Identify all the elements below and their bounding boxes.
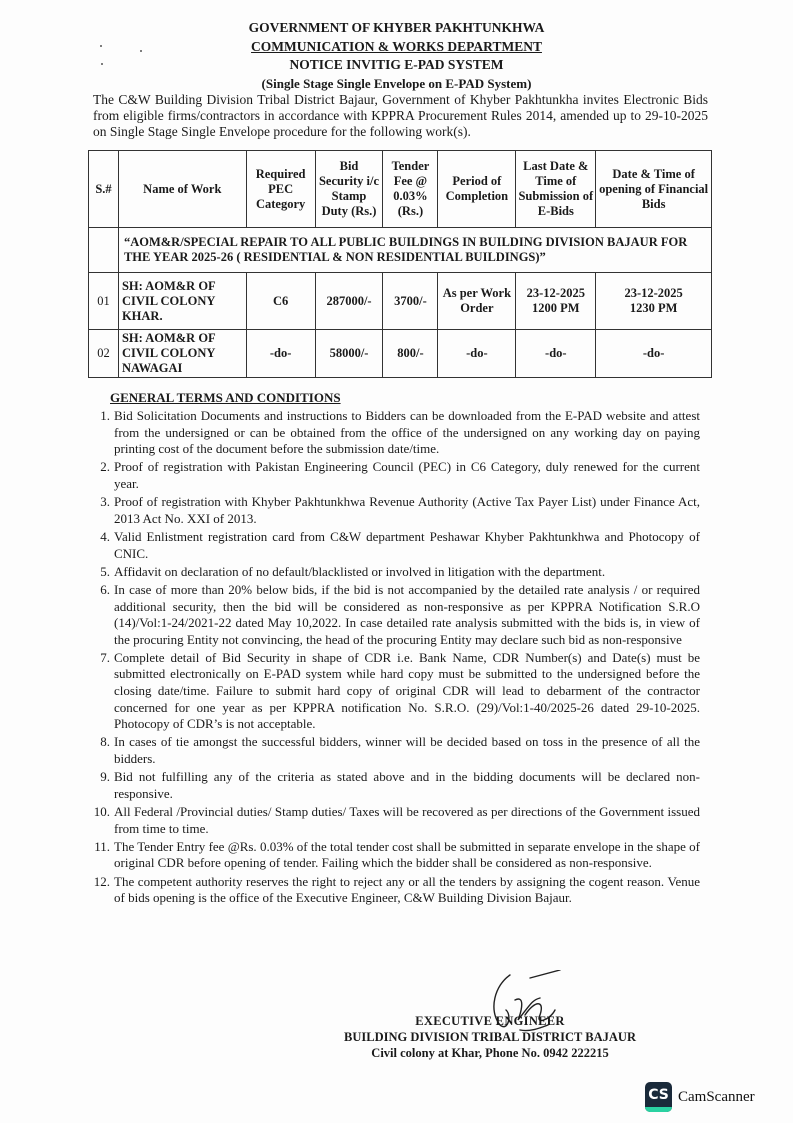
camscanner-logo-icon: CS: [645, 1082, 672, 1112]
term-number: 10.: [93, 804, 110, 819]
term-number: 9.: [100, 769, 110, 785]
signatory-address: Civil colony at Khar, Phone No. 0942 222215: [371, 1046, 609, 1060]
table-row: [89, 273, 712, 330]
cell-last-date: [516, 273, 596, 330]
term-number: 5.: [100, 563, 110, 579]
cell-bid-security: 58000/-: [315, 330, 383, 378]
term-item: [88, 650, 700, 733]
terms-heading: GENERAL TERMS AND CONDITIONS: [110, 390, 341, 405]
term-text: Complete detail of Bid Security in shape of CDR i.e. Bank Name, CDR Number(s) and Date(s) must be submitted electronically on E-PAD system while hard copy must be submitted to the undersigned before the closing date/time. Failure to submit hard copy of original CDR will lead to debarment of the contractor concerned for one year as per KPPRA notification No. S.R.O. (29)/Vol:1-40/2025-26 dated 29-10-2025. Photocopy of CDR’s is not acceptable.: [114, 649, 700, 732]
term-number: 8.: [100, 734, 110, 750]
col-header-sno: S.#: [89, 151, 119, 228]
term-item: [88, 529, 700, 562]
term-number: 1.: [100, 408, 110, 423]
term-number: 12.: [93, 873, 110, 889]
term-number: 6.: [100, 581, 110, 597]
camscanner-label: CamScanner: [678, 1088, 755, 1105]
cell-name-of-work: SH: AOM&R OF CIVIL COLONY NAWAGAI: [118, 330, 246, 378]
signatory-designation: EXECUTIVE ENGINEER: [415, 1014, 565, 1028]
table-row: [89, 330, 712, 378]
cell-pec-category: C6: [246, 273, 315, 330]
term-item: [88, 408, 700, 458]
term-item: [88, 459, 700, 492]
last-time: 1200 PM: [532, 301, 580, 315]
cell-last-date: -do-: [516, 330, 596, 378]
col-header-pec-category: Required PEC Category: [246, 151, 315, 228]
signature-block: [330, 1013, 650, 1061]
term-text: All Federal /Provincial duties/ Stamp duties/ Taxes will be recovered as per directions of the Government issued from time to time.: [114, 804, 700, 836]
header-notice-title: NOTICE INVITIG E-PAD SYSTEM: [289, 57, 504, 72]
col-header-bid-security: Bid Security i/c Stamp Duty (Rs.): [315, 151, 383, 228]
col-header-tender-fee: Tender Fee @ 0.03% (Rs.): [383, 151, 438, 228]
term-number: 4.: [100, 528, 110, 544]
cell-name-of-work: SH: AOM&R OF CIVIL COLONY KHAR.: [118, 273, 246, 330]
cell-bid-security: 287000/-: [315, 273, 383, 330]
cell-tender-fee: 800/-: [383, 330, 438, 378]
col-header-name-of-work: Name of Work: [118, 151, 246, 228]
term-item: [88, 582, 700, 648]
cell-sno: 01: [89, 273, 119, 330]
work-group-title: “AOM&R/SPECIAL REPAIR TO ALL PUBLIC BUILDINGS IN BUILDING DIVISION BAJAUR FOR THE YEAR 2025-26 ( RESIDENTIAL & NON RESIDENTIAL BUILDINGS)”: [118, 228, 711, 273]
col-header-period: Period of Completion: [438, 151, 516, 228]
header-subtitle: (Single Stage Single Envelope on E-PAD System): [261, 76, 532, 91]
works-table: [88, 150, 712, 378]
term-number: 3.: [100, 494, 110, 510]
term-item: [88, 734, 700, 767]
cell-period: As per Work Order: [438, 273, 516, 330]
term-text: In case of more than 20% below bids, if the bid is not accompanied by the detailed rate analysis / or required additional security, then the bid will be considered as non-responsive as per KPPRA Notification S.R.O (14)/Vol:1-24/2021-22 dated May 10,2022. In case detailed rate analysis submitted with the bids is, in view of the procuring Entity not convincing, the head of the procuring Entity may declare such bid as non-responsive: [114, 581, 700, 647]
cell-opening-date: -do-: [596, 330, 712, 378]
terms-list: [88, 408, 700, 908]
intro-paragraph: The C&W Building Division Tribal District Bajaur, Government of Khyber Pakhtunkha invites Electronic Bids from eligible firms/contractors in accordance with KPPRA Procurement Rules 2014, amended up to 29-10-2025 on Single Stage Single Envelope procedure for the following work(s).: [93, 92, 708, 139]
last-date: 23-12-2025: [526, 286, 585, 300]
term-text: The Tender Entry fee @Rs. 0.03% of the total tender cost shall be submitted in separate envelope in the shape of original CDR before opening of tender. Failing which the bidder shall be considered as non-responsive.: [114, 838, 700, 871]
term-text: Proof of registration with Pakistan Engineering Council (PEC) in C6 Category, duly renewed for the current year.: [114, 459, 700, 491]
group-sno-empty: [89, 228, 119, 273]
opening-date: 23-12-2025: [624, 286, 683, 300]
camscanner-watermark: [645, 1082, 755, 1112]
term-text: Affidavit on declaration of no default/blacklisted or involved in litigation with the department.: [114, 563, 606, 579]
cell-sno: 02: [89, 330, 119, 378]
term-item: [88, 769, 700, 802]
cell-period: -do-: [438, 330, 516, 378]
cell-opening-date: [596, 273, 712, 330]
term-number: 7.: [100, 649, 110, 665]
header-government: GOVERNMENT OF KHYBER PAKHTUNKHWA: [248, 20, 545, 35]
term-text: Bid not fulfilling any of the criteria as stated above and in the bidding documents will be declared non-responsive.: [114, 769, 700, 801]
cell-tender-fee: 3700/-: [383, 273, 438, 330]
term-item: [88, 564, 700, 581]
term-text: In cases of tie amongst the successful bidders, winner will be decided based on toss in the presence of all the bidders.: [114, 734, 700, 767]
cell-pec-category: -do-: [246, 330, 315, 378]
col-header-last-date: Last Date & Time of Submission of E-Bids: [516, 151, 596, 228]
header-department: COMMUNICATION & WORKS DEPARTMENT: [251, 39, 542, 54]
term-item: [88, 874, 700, 907]
table-group-row: [89, 228, 712, 273]
signatory-office: BUILDING DIVISION TRIBAL DISTRICT BAJAUR: [344, 1030, 636, 1044]
col-header-opening-date: Date & Time of opening of Financial Bids: [596, 151, 712, 228]
term-text: Proof of registration with Khyber Pakhtunkhwa Revenue Authority (Active Tax Payer List) under Finance Act, 2013 Act No. XXI of 2013.: [114, 494, 700, 526]
term-item: [88, 494, 700, 527]
term-text: Valid Enlistment registration card from C&W department Peshawar Khyber Pakhtunkhwa and Photocopy of CNIC.: [114, 528, 700, 561]
term-item: [88, 804, 700, 837]
term-text: The competent authority reserves the right to reject any or all the tenders by assigning the cogent reason. Venue of bids opening is the office of the Executive Engineer, C&W Building Division Bajaur.: [114, 873, 700, 906]
term-number: 2.: [100, 459, 110, 475]
opening-time: 1230 PM: [629, 301, 678, 315]
table-header-row: [89, 151, 712, 228]
term-text: Bid Solicitation Documents and instructions to Bidders can be downloaded from the E-PAD website and attest from the undersigned or can be obtained from the office of the undersigned on any working day on paying printing cost of the document before the submission date/time.: [114, 408, 700, 457]
term-number: 11.: [94, 838, 110, 854]
term-item: [88, 839, 700, 872]
